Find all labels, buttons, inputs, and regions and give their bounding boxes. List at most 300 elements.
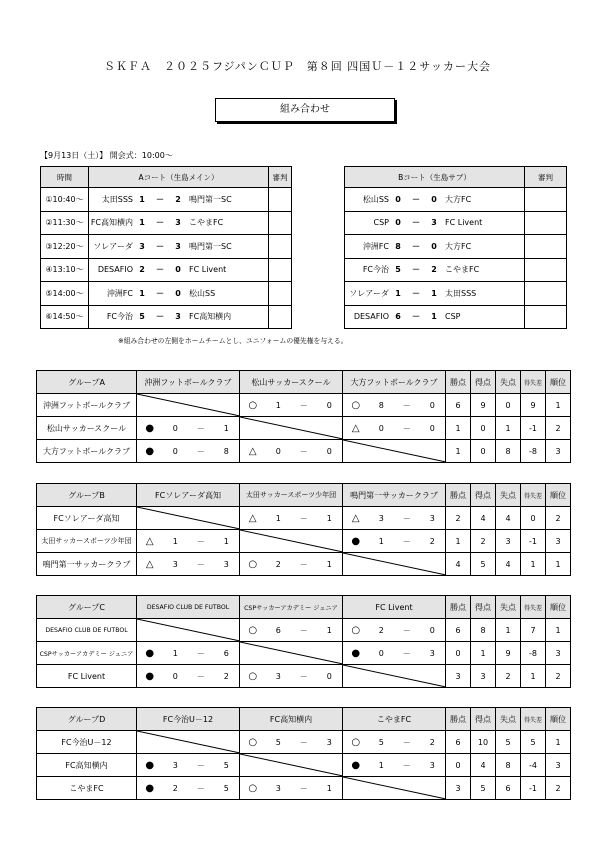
- goals-for: 1: [275, 513, 281, 523]
- score-dash: －: [299, 625, 308, 635]
- goals-for: 0: [378, 648, 384, 658]
- court-b-row: [345, 211, 567, 235]
- standings-row: [37, 731, 571, 754]
- team-column-header: こやまFC: [343, 708, 446, 731]
- team-column-header: 大方フットボールクラブ: [343, 371, 446, 394]
- self-match-cell: [137, 507, 240, 530]
- goals-against: 2: [429, 737, 435, 747]
- referee-cell: [525, 282, 567, 306]
- result: [240, 440, 342, 462]
- result-cell: [343, 642, 446, 665]
- score-dash: －: [196, 671, 205, 681]
- score-dash: －: [402, 423, 411, 433]
- goals-for: 0: [172, 671, 178, 681]
- group-name: グループD: [37, 708, 137, 731]
- stat-header: 順位: [546, 596, 571, 619]
- result-mark: ○: [248, 782, 258, 794]
- goals-against: 0: [326, 400, 332, 410]
- stat-value: 2: [546, 507, 571, 530]
- referee-cell: [525, 211, 567, 235]
- match: [345, 188, 524, 211]
- result: [343, 731, 445, 753]
- stat-value: 8: [496, 754, 521, 777]
- home-score: 6: [395, 312, 401, 322]
- self-match-cell: [240, 530, 343, 553]
- result-mark: ●: [145, 445, 155, 457]
- goals-against: 5: [223, 760, 229, 770]
- result-mark: ●: [145, 782, 155, 794]
- stat-value: 1: [546, 619, 571, 642]
- score-dash: －: [299, 737, 308, 747]
- away-team: 鳴門第一SC: [189, 194, 232, 204]
- home-team: FC今治: [106, 312, 133, 322]
- match-time: ②11:30～: [41, 211, 89, 235]
- goals-against: 3: [429, 760, 435, 770]
- score-dash: －: [196, 760, 205, 770]
- group-name: グループA: [37, 371, 137, 394]
- result-cell: [240, 777, 343, 800]
- stat-value: 2: [546, 777, 571, 800]
- result-mark: ●: [145, 422, 155, 434]
- goals-for: 5: [275, 737, 281, 747]
- result: [137, 777, 239, 799]
- match: [345, 212, 524, 235]
- stat-value: 5: [471, 553, 496, 576]
- goals-for: 1: [378, 536, 384, 546]
- result-cell: [137, 777, 240, 800]
- stat-header: 順位: [546, 708, 571, 731]
- stat-value: 1: [471, 642, 496, 665]
- result-mark: △: [145, 535, 154, 547]
- match: [345, 306, 524, 329]
- result-cell: [240, 665, 343, 688]
- stat-value: 4: [471, 754, 496, 777]
- self-match-cell: [343, 665, 446, 688]
- referee-cell: [269, 211, 292, 235]
- group-header-row: [37, 484, 571, 507]
- result-cell: [137, 754, 240, 777]
- match-time: ①10:40～: [41, 188, 89, 212]
- stat-value: -1: [521, 777, 546, 800]
- score-dash: －: [196, 559, 205, 569]
- away-score: 3: [175, 218, 181, 228]
- home-score: 1: [139, 218, 145, 228]
- result-cell: [240, 619, 343, 642]
- result: [137, 417, 239, 439]
- result-cell: [240, 394, 343, 417]
- score-dash: －: [402, 737, 411, 747]
- match-cell: [89, 305, 269, 329]
- stat-value: 3: [446, 665, 471, 688]
- goals-against: 8: [223, 446, 229, 456]
- away-team: 大方FC: [445, 241, 472, 251]
- goals-against: 3: [326, 737, 332, 747]
- home-team: ソレアーダ: [93, 241, 133, 251]
- diagonal-line: [343, 440, 446, 462]
- home-team: 太田SSS: [101, 194, 133, 204]
- court-a-table: [40, 166, 292, 329]
- goals-against: 0: [429, 423, 435, 433]
- stat-value: 9: [496, 642, 521, 665]
- match-time: ⑥14:50～: [41, 305, 89, 329]
- self-match-cell: [240, 417, 343, 440]
- goals-for: 0: [378, 423, 384, 433]
- result-mark: △: [248, 512, 257, 524]
- result-cell: [343, 507, 446, 530]
- goals-for: 3: [275, 671, 281, 681]
- away-team: 太田SSS: [445, 288, 477, 298]
- diagonal-line: [137, 731, 240, 753]
- match-time: ③12:20～: [41, 235, 89, 259]
- stat-value: 3: [546, 440, 571, 463]
- result-mark: ○: [351, 624, 361, 636]
- stat-header: 順位: [546, 371, 571, 394]
- stat-value: -1: [521, 530, 546, 553]
- home-team: DESAFIO: [97, 265, 133, 275]
- result-mark: ○: [248, 670, 258, 682]
- match: [345, 259, 524, 282]
- match: [89, 212, 268, 235]
- result-mark: △: [351, 512, 360, 524]
- stat-value: 0: [471, 417, 496, 440]
- stat-value: 3: [471, 665, 496, 688]
- match-cell: [345, 258, 525, 282]
- date-line: 【9月13日（土）】 開会式：10:00～: [40, 151, 173, 160]
- away-team: 大方FC: [445, 194, 472, 204]
- result-mark: ●: [351, 759, 361, 771]
- group-header-row: [37, 371, 571, 394]
- stat-value: 3: [496, 530, 521, 553]
- match-cell: [345, 282, 525, 306]
- home-score: 8: [395, 241, 401, 251]
- result-cell: [343, 619, 446, 642]
- home-score: 1: [139, 288, 145, 298]
- court-a-row: [41, 211, 292, 235]
- court-a-row: [41, 188, 292, 212]
- result-mark: ○: [248, 399, 258, 411]
- team-column-header: FC Livent: [343, 596, 446, 619]
- result: [137, 665, 239, 687]
- away-score: 1: [431, 312, 437, 322]
- stat-value: 10: [471, 731, 496, 754]
- result-mark: △: [248, 445, 257, 457]
- result-mark: ○: [351, 399, 361, 411]
- stat-value: 6: [446, 619, 471, 642]
- stat-header: 得失差: [521, 484, 546, 507]
- group-table: [36, 707, 571, 800]
- court-b-table: [344, 166, 567, 329]
- stat-value: 2: [546, 417, 571, 440]
- match: [89, 235, 268, 258]
- standings-row: [37, 619, 571, 642]
- group-table: [36, 370, 571, 463]
- result-cell: [240, 731, 343, 754]
- diagonal-line: [240, 417, 343, 439]
- stat-header: 得点: [471, 371, 496, 394]
- subtitle-box: 組み合わせ: [215, 98, 395, 122]
- goals-against: 0: [429, 400, 435, 410]
- self-match-cell: [137, 394, 240, 417]
- result: [343, 642, 445, 664]
- goals-for: 3: [378, 513, 384, 523]
- team-row-name: CSPサッカーアカデミー ジュニア: [37, 642, 137, 665]
- stat-value: 3: [546, 642, 571, 665]
- standings-row: [37, 754, 571, 777]
- match: [89, 188, 268, 211]
- result: [343, 754, 445, 776]
- stat-header: 得点: [471, 484, 496, 507]
- goals-against: 2: [223, 671, 229, 681]
- away-score: 2: [431, 265, 437, 275]
- away-team: 松山SS: [189, 288, 216, 298]
- stat-header: 勝点: [446, 596, 471, 619]
- score-dash: －: [299, 559, 308, 569]
- stat-header: 得失差: [521, 596, 546, 619]
- goals-for: 0: [275, 446, 281, 456]
- goals-against: 3: [429, 513, 435, 523]
- court-b-row: [345, 188, 567, 212]
- stat-header: 勝点: [446, 484, 471, 507]
- stat-value: 3: [446, 777, 471, 800]
- away-team: CSP: [445, 312, 461, 322]
- self-match-cell: [240, 642, 343, 665]
- result: [240, 394, 342, 416]
- diagonal-line: [343, 777, 446, 799]
- standings-row: [37, 530, 571, 553]
- goals-against: 1: [223, 536, 229, 546]
- referee-cell: [269, 282, 292, 306]
- group-header-row: [37, 708, 571, 731]
- score-dash: －: [196, 648, 205, 658]
- standings-row: [37, 417, 571, 440]
- score-dash: －: [412, 265, 420, 275]
- standings-row: [37, 642, 571, 665]
- score-dash: －: [402, 513, 411, 523]
- stat-value: 8: [471, 619, 496, 642]
- team-column-header: FCソレアーダ高知: [137, 484, 240, 507]
- result-mark: ○: [248, 736, 258, 748]
- score-dash: －: [299, 446, 308, 456]
- stat-value: 0: [471, 440, 496, 463]
- stat-value: 5: [521, 731, 546, 754]
- goals-for: 3: [172, 760, 178, 770]
- match-time: ⑤14:00～: [41, 282, 89, 306]
- result: [137, 754, 239, 776]
- stat-value: 3: [546, 754, 571, 777]
- stat-header: 得点: [471, 708, 496, 731]
- referee-cell: [525, 258, 567, 282]
- result-mark: ○: [351, 736, 361, 748]
- goals-for: 1: [172, 648, 178, 658]
- result-cell: [137, 665, 240, 688]
- result: [240, 619, 342, 641]
- result: [240, 507, 342, 529]
- home-team: 沖洲FC: [362, 241, 389, 251]
- diagonal-line: [240, 642, 343, 664]
- stat-value: 1: [521, 553, 546, 576]
- away-team: FC Livent: [445, 218, 483, 228]
- team-row-name: FCソレアーダ高知: [37, 507, 137, 530]
- stat-value: 0: [446, 642, 471, 665]
- goals-against: 2: [429, 536, 435, 546]
- diagonal-line: [240, 530, 343, 552]
- team-row-name: FC高知横内: [37, 754, 137, 777]
- team-column-header: 鳴門第一サッカークラブ: [343, 484, 446, 507]
- result: [343, 417, 445, 439]
- stat-value: 9: [521, 394, 546, 417]
- match-cell: [345, 188, 525, 212]
- team-row-name: こやまFC: [37, 777, 137, 800]
- court-b-row: [345, 235, 567, 259]
- diagonal-line: [137, 394, 240, 416]
- result-cell: [343, 530, 446, 553]
- goals-against: 1: [223, 423, 229, 433]
- away-score: 0: [431, 194, 437, 204]
- result: [137, 530, 239, 552]
- standings-row: [37, 507, 571, 530]
- match-cell: [345, 305, 525, 329]
- home-team: 松山SS: [362, 194, 389, 204]
- referee-cell: [525, 188, 567, 212]
- result-cell: [343, 731, 446, 754]
- away-score: 3: [175, 312, 181, 322]
- stat-header: 得失差: [521, 708, 546, 731]
- goals-against: 1: [326, 513, 332, 523]
- score-dash: －: [299, 671, 308, 681]
- away-score: 3: [175, 241, 181, 251]
- goals-for: 1: [172, 536, 178, 546]
- stat-value: 8: [496, 440, 521, 463]
- match: [345, 235, 524, 258]
- team-row-name: FC Livent: [37, 665, 137, 688]
- score-dash: －: [412, 288, 420, 298]
- goals-for: 8: [378, 400, 384, 410]
- away-team: 鳴門第一SC: [189, 241, 232, 251]
- col-referee: 審判: [525, 167, 567, 188]
- stat-value: 2: [546, 665, 571, 688]
- stat-value: 2: [471, 530, 496, 553]
- result-mark: ○: [248, 558, 258, 570]
- group-name: グループB: [37, 484, 137, 507]
- group-table: [36, 595, 571, 688]
- match: [89, 306, 268, 329]
- result-mark: ●: [145, 670, 155, 682]
- result: [240, 731, 342, 753]
- stat-header: 勝点: [446, 371, 471, 394]
- result-cell: [137, 417, 240, 440]
- stat-header: 得点: [471, 596, 496, 619]
- referee-cell: [269, 188, 292, 212]
- result-cell: [240, 553, 343, 576]
- court-a-row: [41, 235, 292, 259]
- home-score: 5: [139, 312, 145, 322]
- goals-for: 6: [275, 625, 281, 635]
- goals-against: 3: [429, 648, 435, 658]
- stat-header: 失点: [496, 708, 521, 731]
- goals-for: 2: [275, 559, 281, 569]
- result-cell: [137, 530, 240, 553]
- team-row-name: 太田サッカースポーツ少年団: [37, 530, 137, 553]
- stat-header: 失点: [496, 484, 521, 507]
- goals-against: 1: [326, 625, 332, 635]
- self-match-cell: [240, 754, 343, 777]
- result: [240, 665, 342, 687]
- result: [343, 394, 445, 416]
- team-column-header: FC今治U－12: [137, 708, 240, 731]
- score-dash: －: [156, 218, 164, 228]
- result-mark: △: [351, 422, 360, 434]
- score-dash: －: [299, 783, 308, 793]
- self-match-cell: [343, 553, 446, 576]
- match-cell: [345, 235, 525, 259]
- score-dash: －: [402, 400, 411, 410]
- team-row-name: DESAFIO CLUB DE FUTBOL: [37, 619, 137, 642]
- court-b-row: [345, 305, 567, 329]
- court-b-row: [345, 258, 567, 282]
- result-cell: [343, 394, 446, 417]
- away-team: こやまFC: [189, 218, 224, 228]
- score-dash: －: [412, 312, 420, 322]
- home-score: 5: [395, 265, 401, 275]
- result: [137, 553, 239, 575]
- goals-for: 0: [172, 446, 178, 456]
- stat-value: 1: [446, 530, 471, 553]
- result-mark: ●: [351, 535, 361, 547]
- away-score: 3: [431, 218, 437, 228]
- score-dash: －: [402, 625, 411, 635]
- team-column-header: 松山サッカースクール: [240, 371, 343, 394]
- stat-value: -1: [521, 417, 546, 440]
- goals-against: 0: [326, 446, 332, 456]
- match: [89, 259, 268, 282]
- result: [343, 619, 445, 641]
- diagonal-line: [137, 619, 240, 641]
- team-row-name: FC今治U－12: [37, 731, 137, 754]
- stat-value: 1: [546, 394, 571, 417]
- score-dash: －: [156, 241, 164, 251]
- stat-value: 2: [446, 507, 471, 530]
- home-score: 0: [395, 194, 401, 204]
- score-dash: －: [196, 536, 205, 546]
- stat-value: 7: [521, 619, 546, 642]
- goals-for: 2: [378, 625, 384, 635]
- stat-header: 得失差: [521, 371, 546, 394]
- col-referee: 審判: [269, 167, 292, 188]
- stat-header: 失点: [496, 596, 521, 619]
- stat-value: 4: [496, 553, 521, 576]
- result-cell: [343, 754, 446, 777]
- home-team: FC高知横内: [90, 218, 133, 228]
- col-time: 時間: [41, 167, 89, 188]
- result: [137, 642, 239, 664]
- goals-against: 1: [326, 783, 332, 793]
- stat-value: 1: [546, 553, 571, 576]
- away-score: 2: [175, 194, 181, 204]
- self-match-cell: [137, 731, 240, 754]
- result-cell: [343, 417, 446, 440]
- match-time: ④13:10～: [41, 258, 89, 282]
- stat-value: 4: [471, 507, 496, 530]
- stat-value: 0: [496, 394, 521, 417]
- home-score: 0: [395, 218, 401, 228]
- standings-row: [37, 665, 571, 688]
- uniform-note: ※組み合わせの左側をホームチームとし、ユニフォームの優先権を与える。: [118, 337, 348, 345]
- score-dash: －: [196, 446, 205, 456]
- standings-row: [37, 394, 571, 417]
- self-match-cell: [343, 777, 446, 800]
- goals-against: 5: [223, 783, 229, 793]
- team-row-name: 大方フットボールクラブ: [37, 440, 137, 463]
